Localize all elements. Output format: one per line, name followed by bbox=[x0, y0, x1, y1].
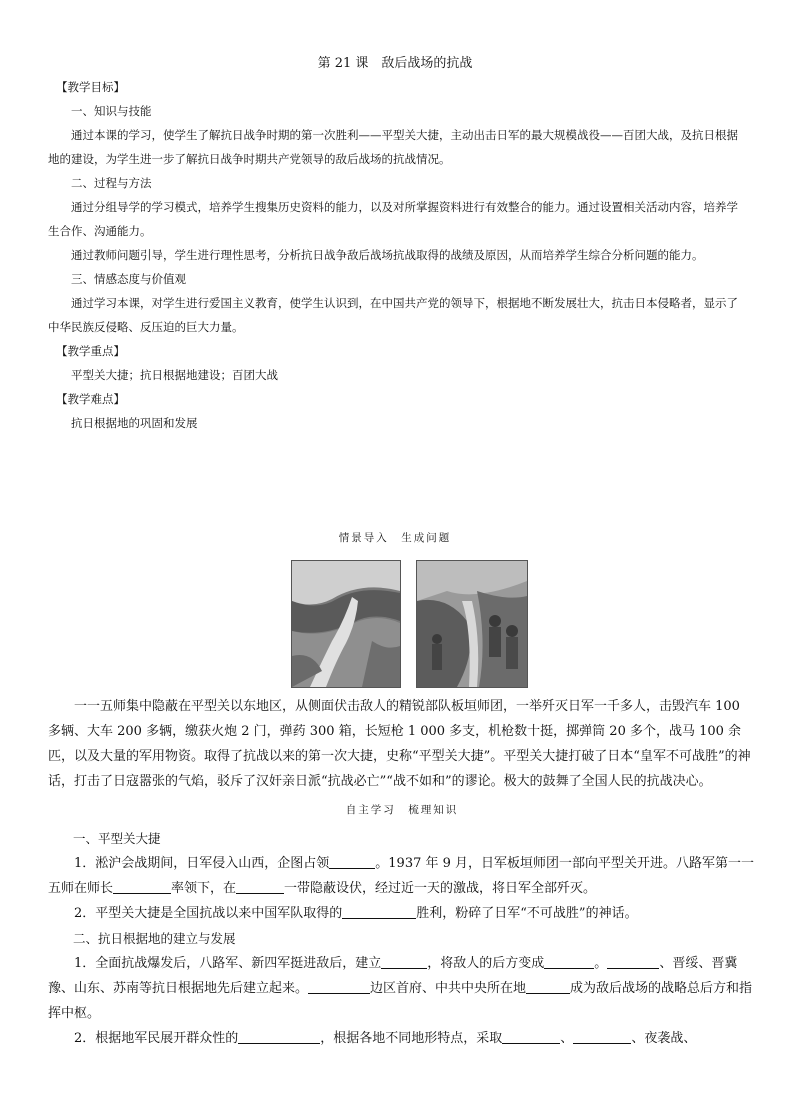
question-1-1 bbox=[48, 851, 756, 901]
question-2-2 bbox=[48, 1026, 756, 1051]
section-heading: 二、抗日根据地的建立与发展 bbox=[73, 931, 236, 946]
question-text: 2．平型关大捷是全国抗战以来中国军队取得的 bbox=[74, 906, 343, 921]
objective-paragraph: 通过学习本课，对学生进行爱国主义教育，使学生认识到，在中国共产党的领导下，根据地不断发展壮大，抗击日本侵略者，显示了中华民族反侵略、反压迫的巨大力量。 bbox=[48, 296, 738, 334]
difficulty-text: 抗日根据地的巩固和发展 bbox=[71, 416, 198, 430]
teaching-plan bbox=[48, 75, 748, 435]
objective-heading-attitude: 三、情感态度与价值观 bbox=[71, 272, 186, 286]
study-heading: 自主学习 梳理知识 bbox=[345, 804, 459, 816]
question-text: 边区首府、中共中央所在地 bbox=[370, 981, 527, 996]
question-text: 胜利，粉碎了日军“不可战胜”的神话。 bbox=[416, 906, 638, 921]
answer-blank[interactable] bbox=[238, 1029, 320, 1044]
lesson-title: 第 21 课 敌后战场的抗战 bbox=[317, 56, 473, 71]
answer-blank[interactable] bbox=[502, 1029, 560, 1044]
question-text: 、夜袭战、 bbox=[631, 1031, 697, 1046]
valley-photo bbox=[291, 560, 401, 688]
question-text: 。1937 年 9 月，日军板垣师团一部向平型关开进。八路军第一一五师在师长 bbox=[48, 856, 755, 896]
objective-heading-process: 二、过程与方法 bbox=[71, 176, 152, 190]
key-points-heading: 【教学重点】 bbox=[56, 344, 125, 358]
question-text: 一带隐蔽设伏，经过近一天的激战，将日军全部歼灭。 bbox=[284, 881, 597, 896]
answer-blank[interactable] bbox=[236, 879, 284, 894]
answer-blank[interactable] bbox=[342, 904, 416, 919]
objective-paragraph: 通过教师问题引导，学生进行理性思考，分析抗日战争敌后战场抗战取得的战绩及原因，从而培养学生综合分析问题的能力。 bbox=[71, 248, 704, 262]
answer-blank[interactable] bbox=[607, 954, 659, 969]
question-text: ，根据各地不同地形特点，采取 bbox=[320, 1031, 503, 1046]
question-text: 率领下，在 bbox=[171, 881, 237, 896]
answer-blank[interactable] bbox=[113, 879, 171, 894]
scene-heading: 情景导入 生成问题 bbox=[338, 532, 452, 544]
answer-blank[interactable] bbox=[544, 954, 594, 969]
difficulty-heading: 【教学难点】 bbox=[56, 392, 125, 406]
question-text: 2．根据地军民展开群众性的 bbox=[74, 1031, 239, 1046]
answer-blank[interactable] bbox=[381, 954, 427, 969]
question-text: ，将敌人的后方变成 bbox=[427, 956, 545, 971]
question-1-2 bbox=[48, 901, 756, 926]
question-2-1 bbox=[48, 951, 756, 1026]
key-points-text: 平型关大捷；抗日根据地建设；百团大战 bbox=[71, 368, 278, 382]
objective-heading-knowledge: 一、知识与技能 bbox=[71, 104, 152, 118]
soldiers-photo bbox=[416, 560, 528, 688]
answer-blank[interactable] bbox=[308, 979, 370, 994]
question-text: 1．淞沪会战期间，日军侵入山西，企图占领 bbox=[74, 856, 330, 871]
question-text: 。 bbox=[594, 956, 608, 971]
question-text: 、 bbox=[560, 1031, 574, 1046]
question-text: 、晋绥、晋冀豫、山东、苏南等抗日根据地先后建立起来。 bbox=[48, 956, 738, 996]
section-heading: 一、平型关大捷 bbox=[73, 831, 161, 846]
objectives-heading: 【教学目标】 bbox=[56, 80, 125, 94]
objective-paragraph: 通过本课的学习，使学生了解抗日战争时期的第一次胜利——平型关大捷，主动出击日军的最大规模战役——百团大战，及抗日根据地的建设，为学生进一步了解抗日战争时期共产党领导的敌后战场的抗战情况。 bbox=[48, 128, 738, 166]
answer-blank[interactable] bbox=[573, 1029, 631, 1044]
study-section bbox=[48, 694, 756, 1051]
answer-blank[interactable] bbox=[329, 854, 375, 869]
answer-blank[interactable] bbox=[526, 979, 570, 994]
intro-paragraph: 一一五师集中隐蔽在平型关以东地区，从侧面伏击敌人的精锐部队板垣师团，一举歼灭日军一千多人，击毁汽车 100 多辆、大车 200 多辆，缴获火炮 2 门，弹药 300 箱，长短枪 1 000 多支，机枪数十挺，掷弹筒 20 多个，战马 100 余匹，以及大量的军用物资。取得了抗战以来的第一次大捷，史称“平型关大捷”。平型关大捷打破了日本“皇军不可战胜”的神话，打击了日寇嚣张的气焰，驳斥了汉奸亲日派“抗战必亡”“战不如和”的谬论。极大的鼓舞了全国人民的抗战决心。 bbox=[48, 699, 751, 789]
objective-paragraph: 通过分组导学的学习模式，培养学生搜集历史资料的能力，以及对所掌握资料进行有效整合的能力。通过设置相关活动内容，培养学生合作、沟通能力。 bbox=[48, 200, 738, 238]
question-text: 成为敌后战场的战略总后方和指挥中枢。 bbox=[48, 981, 753, 1021]
question-text: 1．全面抗战爆发后，八路军、新四军挺进敌后，建立 bbox=[74, 956, 382, 971]
